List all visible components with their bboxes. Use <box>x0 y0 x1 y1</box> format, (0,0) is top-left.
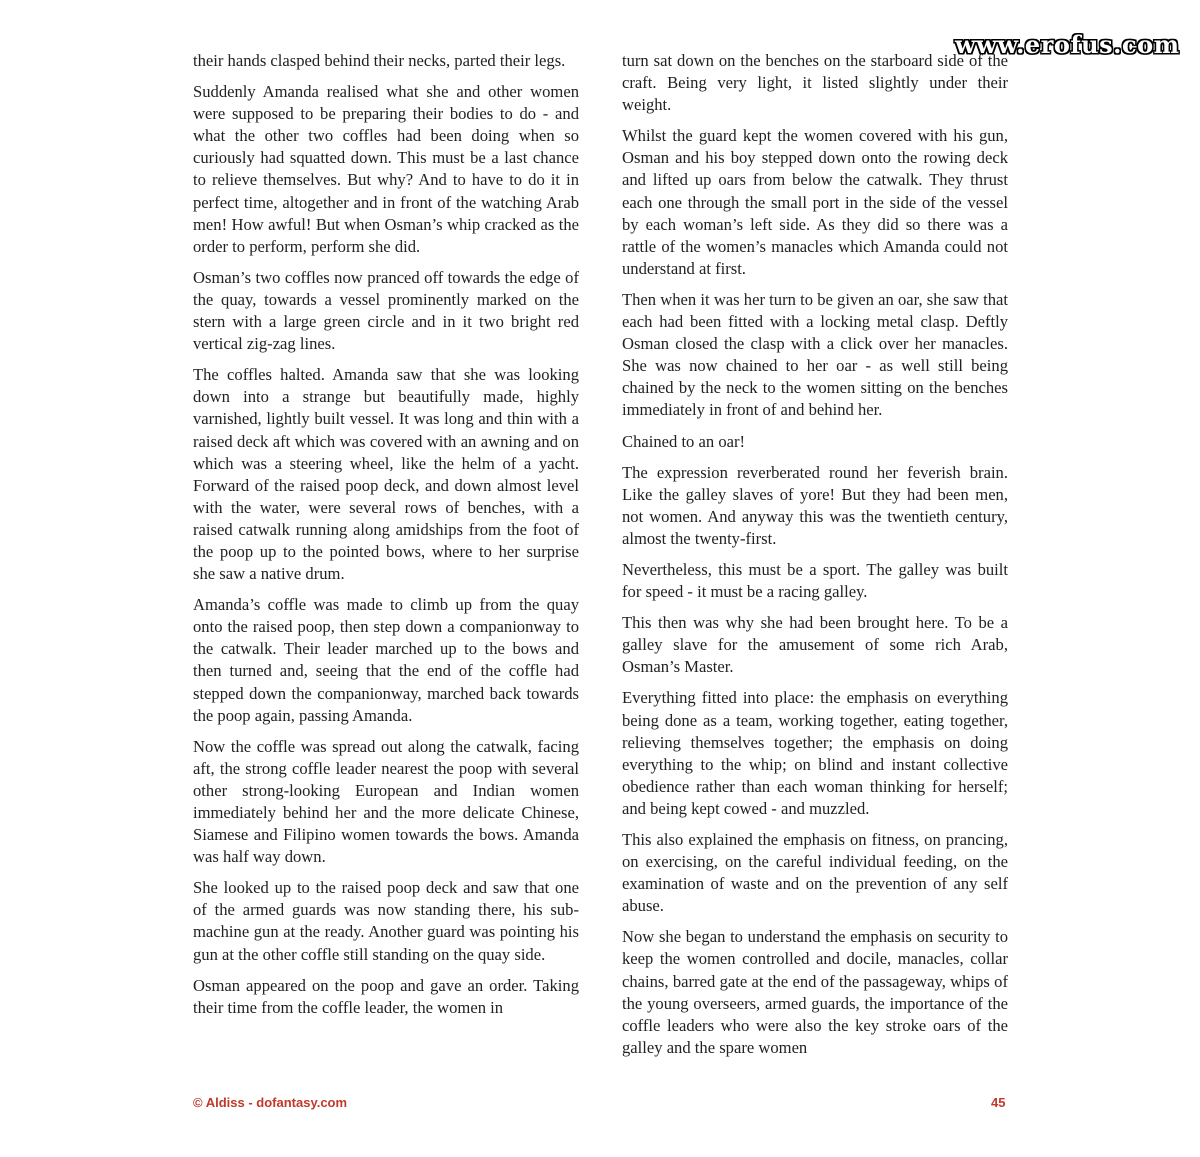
paragraph: Amanda’s coffle was made to climb up from the quay onto the raised poop, then step down a companionway to the catwalk. Their leader marched up to the bows and then turned and, seeing that the end of the coffle had stepped down the companionway, marched back towards the poop again, passing Amanda. <box>193 595 579 725</box>
paragraph: their hands clasped behind their necks, parted their legs. <box>193 51 566 70</box>
page-number: 45 <box>991 1095 1006 1110</box>
footer-credit: © Aldiss - dofantasy.com <box>193 1095 348 1110</box>
paragraph: turn sat down on the benches on the starboard side of the craft. Being very light, it listed slightly under their weight. <box>622 51 1008 115</box>
paragraph: Whilst the guard kept the women covered with his gun, Osman and his boy stepped down onto the rowing deck and lifted up oars from below the catwalk. They thrust each one through the small port in the side of the vessel by each woman’s left side. As they did so there was a rattle of the women’s manacles which Amanda could not understand at first. <box>622 126 1008 278</box>
right-column <box>622 50 1008 1068</box>
paragraph: Chained to an oar! <box>622 431 746 451</box>
left-column <box>193 50 579 1028</box>
paragraph: Everything fitted into place: the emphasis on everything being done as a team, working together, eating together, relieving themselves together; the emphasis on doing everything to the whip; on blind and instant collective obedience rather than each woman thinking for herself; and being kept cowed - and muzzled. <box>622 688 1008 818</box>
paragraph: Then when it was her turn to be given an oar, she saw that each had been fitted with a locking metal clasp. Deftly Osman closed the clasp with a click over her manacles. She was now chained to her oar - as well still being chained by the neck to the women sitting on the benches immediately in front of and behind her. <box>622 289 1008 420</box>
paragraph: The coffles halted. Amanda saw that she was looking down into a strange but beautifully made, highly varnished, lightly built vessel. It was long and thin with a raised deck aft which was covered with an awning and on which was a steering wheel, like the helm of a yacht. Forward of the raised poop deck, and down almost level with the water, were several rows of benches, with a raised catwalk running along amidships from the foot of the poop up to the pointed bows, where to her surprise she saw a native drum. <box>193 365 579 584</box>
paragraph: Now she began to understand the emphasis on security to keep the women controlled and docile, manacles, collar chains, barred gate at the end of the passageway, whips of the young overseers, armed guards, the importance of the coffle leaders who were also the key stroke oars of the galley and the spare women <box>622 927 1008 1057</box>
paragraph: Osman’s two coffles now pranced off towards the edge of the quay, towards a vessel prominently marked on the stern with a large green circle and in it two bright red vertical zig-zag lines. <box>193 267 579 354</box>
paragraph: The expression reverberated round her feverish brain. Like the galley slaves of yore! But they had been men, not women. And anyway this was the twentieth century, almost the twenty-first. <box>622 462 1008 548</box>
paragraph: Suddenly Amanda realised what she and other women were supposed to be preparing their bodies to do - and what the other two coffles had been doing when so curiously had squatted down. This must be a last chance to relieve themselves. But why? And to have to do it in perfect time, altogether and in front of the watching Arab men! How awful! But when Osman’s whip cracked as the order to perform, perform she did. <box>193 82 579 256</box>
paragraph: Osman appeared on the poop and gave an order. Taking their time from the coffle leader, the women in <box>193 975 579 1017</box>
watermark: www.erofus.com <box>955 30 1180 59</box>
paragraph: Now the coffle was spread out along the catwalk, facing aft, the strong coffle leader nearest the poop with several other strong-looking European and Indian women immediately behind her and the more delicate Chinese, Siamese and Filipino women towards the bows. Amanda was half way down. <box>193 736 579 867</box>
paragraph: This also explained the emphasis on fitness, on prancing, on exercising, on the careful individual feeding, on the examination of waste and on the prevention of any self abuse. <box>622 830 1008 916</box>
paragraph: Nevertheless, this must be a sport. The galley was built for speed - it must be a racing galley. <box>622 559 1008 602</box>
paragraph: This then was why she had been brought here. To be a galley slave for the amusement of some rich Arab, Osman’s Master. <box>622 613 1008 677</box>
paragraph: She looked up to the raised poop deck and saw that one of the armed guards was now standing there, his sub-machine gun at the ready. Another guard was pointing his gun at the other coffle still standing on the quay side. <box>193 878 579 964</box>
